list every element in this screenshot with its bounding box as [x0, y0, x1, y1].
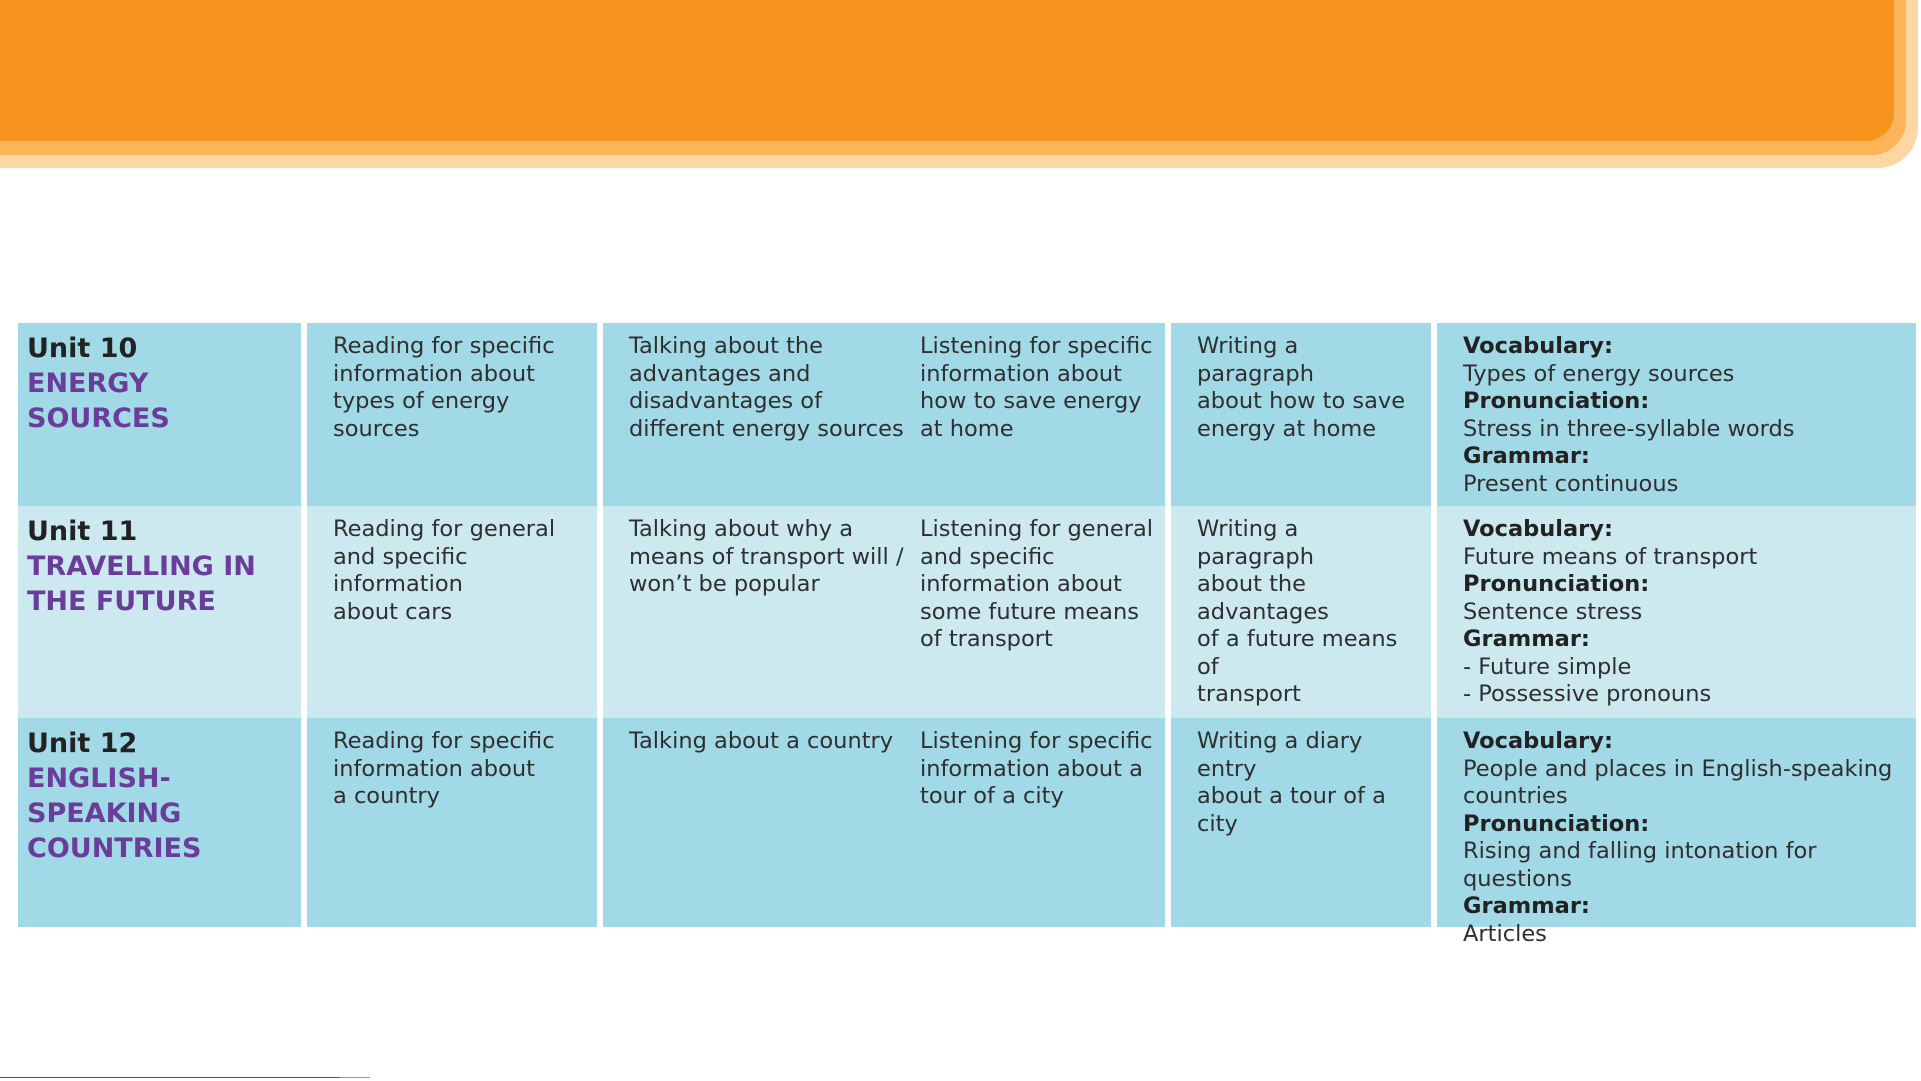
pronunciation-value: Sentence stress [1463, 598, 1643, 625]
pronunciation-label: Pronunciation: [1463, 810, 1650, 837]
grammar-value: Present continuous [1463, 470, 1679, 497]
speaking-listening-cell [603, 506, 1165, 718]
speaking-text: Talking about the advantages and disadvantages of different energy sources [629, 333, 904, 442]
language-focus-cell [1437, 506, 1916, 718]
listening-text: Listening for specific information about how to save energy at home [920, 333, 1153, 442]
unit-cell [18, 506, 301, 718]
unit-cell [18, 323, 301, 506]
unit-number: Unit 10 [27, 333, 138, 364]
language-focus-cell [1437, 323, 1916, 506]
vocabulary-value: People and places in English-speaking countries [1463, 755, 1893, 809]
speaking-text: Talking about a country [629, 728, 894, 754]
grammar-value: - Future simple - Possessive pronouns [1463, 653, 1712, 707]
pronunciation-value: Rising and falling intonation for questions [1463, 838, 1817, 892]
footnote-rule [0, 1077, 340, 1078]
pronunciation-label: Pronunciation: [1463, 388, 1650, 414]
footnote-rule-dots [340, 1077, 370, 1078]
vocabulary-value: Types of energy sources [1463, 360, 1735, 387]
unit-title: ENGLISH-SPEAKING COUNTRIES [27, 763, 202, 864]
grammar-value: Articles [1463, 920, 1547, 947]
unit-number: Unit 12 [27, 728, 138, 759]
writing-text: Writing a paragraph about how to save energy at home [1197, 333, 1406, 442]
reading-cell [307, 718, 597, 927]
writing-cell [1171, 506, 1431, 718]
unit-cell [18, 718, 301, 927]
header-banner [0, 0, 1894, 141]
listening-text: Listening for general and specific information about some future means of transport [920, 516, 1153, 652]
speaking-listening-cell [603, 323, 1165, 506]
reading-text: Reading for specific information about a country [333, 728, 555, 809]
speaking-listening-cell [603, 718, 1165, 927]
grammar-label: Grammar: [1463, 443, 1590, 469]
unit-title: TRAVELLING IN THE FUTURE [27, 551, 256, 617]
vocabulary-label: Vocabulary: [1463, 728, 1613, 754]
reading-text: Reading for general and specific information about cars [333, 516, 556, 625]
vocabulary-label: Vocabulary: [1463, 516, 1613, 542]
speaking-text: Talking about why a means of transport will / won’t be popular [629, 516, 904, 597]
writing-cell [1171, 323, 1431, 506]
grammar-label: Grammar: [1463, 626, 1590, 652]
writing-cell [1171, 718, 1431, 927]
writing-text: Writing a paragraph about the advantages of a future means of transport [1197, 516, 1398, 707]
grammar-label: Grammar: [1463, 893, 1590, 919]
vocabulary-value: Future means of transport [1463, 543, 1758, 570]
reading-cell [307, 506, 597, 718]
language-focus-cell [1437, 718, 1916, 947]
reading-text: Reading for specific information about types of energy sources [333, 333, 555, 442]
syllabus-table [18, 323, 1902, 947]
pronunciation-label: Pronunciation: [1463, 571, 1650, 597]
listening-text: Listening for specific information about a tour of a city [920, 728, 1153, 809]
unit-number: Unit 11 [27, 516, 138, 547]
unit-title: ENERGY SOURCES [27, 368, 170, 434]
reading-cell [307, 323, 597, 506]
vocabulary-label: Vocabulary: [1463, 333, 1613, 359]
writing-text: Writing a diary entry about a tour of a city [1197, 728, 1386, 837]
pronunciation-value: Stress in three-syllable words [1463, 415, 1795, 442]
